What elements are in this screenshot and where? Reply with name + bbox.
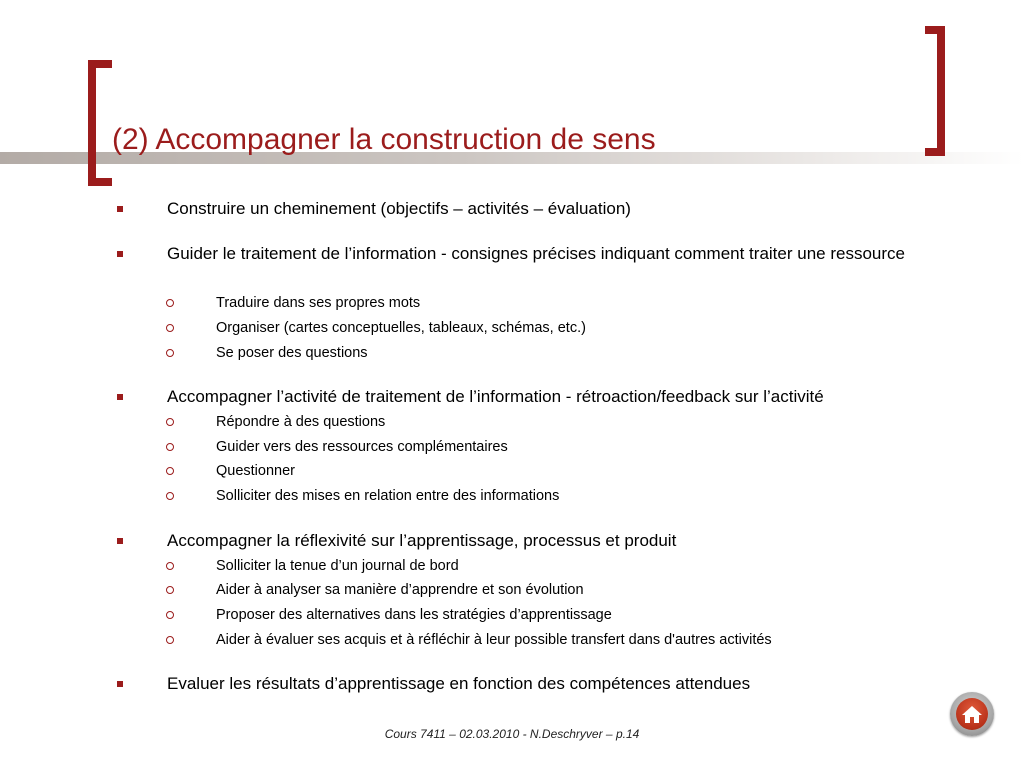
sub-bullet-text: Solliciter la tenue d’un journal de bord	[216, 558, 459, 574]
sub-bullet-text: Guider vers des ressources complémentaires	[216, 439, 508, 455]
bullet-text: Guider le traitement de l’information - consignes précises indiquant comment traiter une ressource	[167, 244, 905, 263]
slide-title: (2) Accompagner la construction de sens	[112, 123, 656, 156]
circle-bullet-icon	[166, 443, 174, 451]
slide-footer: Cours 7411 – 02.03.2010 - N.Deschryver – p.14	[384, 727, 640, 741]
circle-bullet-icon	[166, 349, 174, 357]
square-bullet-icon	[117, 394, 123, 400]
square-bullet-icon	[117, 206, 123, 212]
circle-bullet-icon	[166, 418, 174, 426]
home-button[interactable]	[950, 692, 994, 736]
sub-bullet-text: Aider à analyser sa manière d’apprendre et son évolution	[216, 582, 584, 598]
circle-bullet-icon	[166, 636, 174, 644]
bullet-text: Accompagner l’activité de traitement de l’information - rétroaction/feedback sur l’activité	[167, 387, 824, 406]
bullet-text: Evaluer les résultats d’apprentissage en fonction des compétences attendues	[167, 674, 751, 693]
circle-bullet-icon	[166, 467, 174, 475]
sub-bullet-text: Proposer des alternatives dans les stratégies d’apprentissage	[216, 607, 612, 623]
home-icon	[956, 698, 988, 730]
sub-bullet-text: Répondre à des questions	[216, 414, 386, 430]
sub-bullet-text: Solliciter des mises en relation entre des informations	[216, 488, 560, 504]
circle-bullet-icon	[166, 324, 174, 332]
circle-bullet-icon	[166, 299, 174, 307]
square-bullet-icon	[117, 681, 123, 687]
circle-bullet-icon	[166, 586, 174, 594]
sub-bullet-text: Aider à évaluer ses acquis et à réfléchir à leur possible transfert dans d'autres activités	[216, 632, 772, 648]
sub-bullet-text: Organiser (cartes conceptuelles, tableaux, schémas, etc.)	[216, 320, 586, 336]
sub-bullet-text: Questionner	[216, 463, 295, 479]
sub-bullet-text: Traduire dans ses propres mots	[216, 295, 421, 311]
circle-bullet-icon	[166, 562, 174, 570]
bullet-text: Accompagner la réflexivité sur l’apprentissage, processus et produit	[167, 531, 677, 550]
square-bullet-icon	[117, 251, 123, 257]
square-bullet-icon	[117, 538, 123, 544]
circle-bullet-icon	[166, 611, 174, 619]
bullet-text: Construire un cheminement (objectifs – activités – évaluation)	[167, 199, 631, 218]
sub-bullet-text: Se poser des questions	[216, 345, 368, 361]
circle-bullet-icon	[166, 492, 174, 500]
